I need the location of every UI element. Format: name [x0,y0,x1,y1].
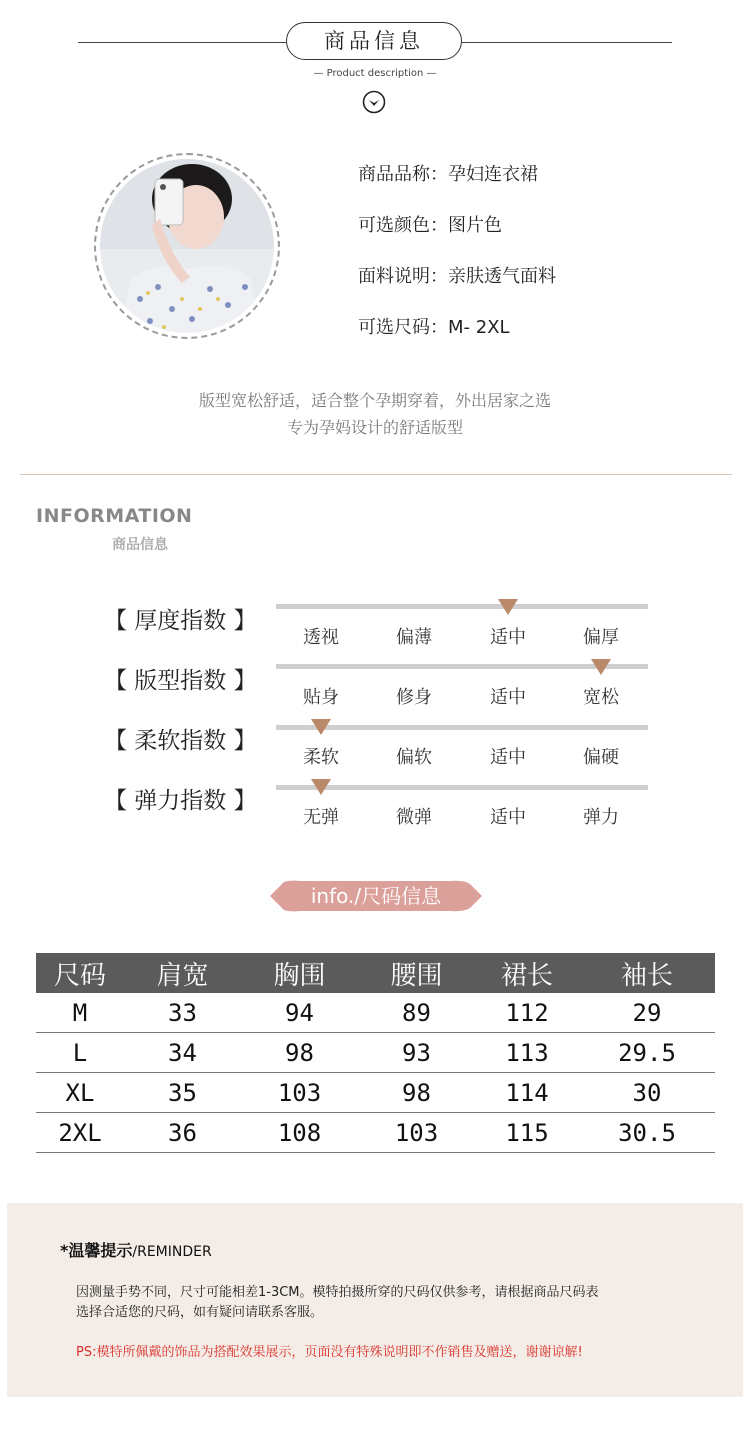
spec-product-name [358,160,538,186]
table-cell: XL [36,1073,124,1113]
index-label: 【 弹力指数 】 [104,788,257,814]
size-banner-label: info./尺码信息 [310,884,442,908]
section-divider [20,474,732,475]
table-cell: 93 [358,1033,475,1073]
index-marker [311,779,331,795]
table-header-cell: 尺码 [36,953,124,993]
spec-label: 可选尺码： [358,317,448,338]
table-cell: 103 [358,1113,475,1153]
index-option: 偏厚 [583,627,619,648]
index-label: 【 柔软指数 】 [104,728,257,754]
index-label: 【 版型指数 】 [104,668,257,694]
index-option: 偏软 [396,747,432,768]
table-cell: 103 [241,1073,358,1113]
spec-label: 商品品称： [358,164,448,185]
index-option: 适中 [490,807,526,828]
model-photo-illustration [100,159,274,333]
spec-value: M- 2XL [448,317,510,338]
size-table-header [36,953,715,993]
table-cell: 2XL [36,1113,124,1153]
spec-size [358,313,510,339]
spec-fabric [358,262,556,288]
index-label: 【 厚度指数 】 [104,608,257,634]
table-cell: 33 [124,993,241,1033]
table-cell: 89 [358,993,475,1033]
table-cell: 29.5 [579,1033,715,1073]
table-header-cell: 裙长 [475,953,579,993]
table-cell: 30.5 [579,1113,715,1153]
index-option: 宽松 [583,687,619,708]
table-cell: 94 [241,993,358,1033]
section-subtitle: — Product description — [313,68,437,79]
index-option: 适中 [490,747,526,768]
table-cell: 34 [124,1033,241,1073]
description-line-2: 专为孕妈设计的舒适版型 [286,418,463,437]
description-line-1: 版型宽松舒适，适合整个孕期穿着，外出居家之选 [198,391,551,410]
spec-label: 面料说明： [358,266,448,287]
reminder-title-zh: *温馨提示 [60,1241,133,1260]
table-cell: 35 [124,1073,241,1113]
table-cell: 113 [475,1033,579,1073]
index-marker [498,599,518,615]
index-option: 贴身 [303,687,339,708]
index-track [276,725,648,730]
header-line-right [462,42,672,43]
table-cell: 115 [475,1113,579,1153]
index-option: 修身 [396,687,432,708]
index-option: 无弹 [303,807,339,828]
index-option: 偏薄 [396,627,432,648]
index-option: 适中 [490,627,526,648]
table-cell: M [36,993,124,1033]
reminder-title-en: /REMINDER [132,1244,212,1260]
index-marker [311,719,331,735]
model-photo [100,159,274,333]
table-row [36,993,715,1033]
spec-value: 图片色 [448,215,502,236]
index-option: 微弹 [396,807,432,828]
index-option: 偏硬 [583,747,619,768]
size-table [36,953,715,1153]
chevron-down-circle-icon [362,90,386,114]
table-cell: 114 [475,1073,579,1113]
spec-label: 可选颜色： [358,215,448,236]
table-cell: 108 [241,1113,358,1153]
reminder-text-line-2: 选择合适您的尺码，如有疑问请联系客服。 [76,1305,324,1320]
table-cell: 98 [358,1073,475,1113]
reminder-text-line-1: 因测量手势不同，尺寸可能相差1-3CM。模特拍摄所穿的尺码仅供参考，请根据商品尺码表 [76,1285,599,1300]
table-row [36,1113,715,1153]
section-title: 商品信息 [286,22,462,60]
table-header-cell: 胸围 [241,953,358,993]
index-track [276,604,648,609]
table-cell: 30 [579,1073,715,1113]
reminder-title [60,1238,212,1261]
index-option: 弹力 [583,807,619,828]
table-cell: 29 [579,993,715,1033]
table-row [36,1033,715,1073]
reminder-panel [7,1203,743,1397]
table-header-cell: 肩宽 [124,953,241,993]
index-option: 透视 [303,627,339,648]
table-header-cell: 腰围 [358,953,475,993]
index-option: 柔软 [303,747,339,768]
table-cell: 36 [124,1113,241,1153]
index-track [276,785,648,790]
table-cell: 98 [241,1033,358,1073]
spec-color [358,211,502,237]
index-option: 适中 [490,687,526,708]
reminder-ps-note: PS:模特所佩戴的饰品为搭配效果展示，页面没有特殊说明即不作销售及赠送，谢谢谅解! [76,1345,583,1360]
table-cell: 112 [475,993,579,1033]
information-heading: INFORMATION [36,505,193,527]
table-cell: L [36,1033,124,1073]
header-line-left [78,42,286,43]
index-marker [591,659,611,675]
table-header-cell: 袖长 [579,953,715,993]
spec-value: 孕妇连衣裙 [448,164,538,185]
spec-value: 亲肤透气面料 [448,266,556,287]
table-row [36,1073,715,1113]
information-subheading: 商品信息 [112,537,168,553]
